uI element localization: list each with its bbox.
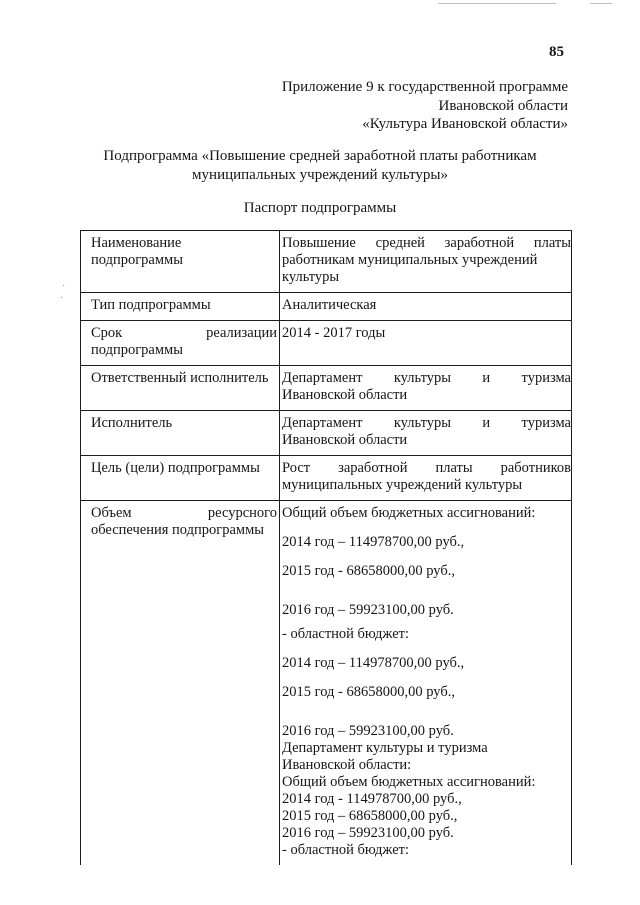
subprogram-title [70,147,570,184]
funding-value [280,501,572,866]
funding-line: 2015 год - 68658000,00 руб., [282,684,455,700]
table-row [81,321,572,366]
margin-mark: · [62,281,66,292]
label-line: подпрограммы [91,342,183,358]
label-line: Цель (цели) подпрограммы [91,460,260,476]
table-row [81,231,572,293]
value-line: Департамент культуры и туризма [282,370,571,386]
row-label [81,501,280,866]
subprogram-title-line: муниципальных учреждений культуры» [192,166,448,183]
value-line: 2014 - 2017 годы [282,325,386,341]
value-line: Ивановской области [282,387,408,403]
label-line: Срок реализации [91,325,277,341]
row-label [81,411,280,456]
value-line: муниципальных учреждений культуры [282,477,523,493]
funding-line: 2016 год – 59923100,00 руб. [282,825,454,841]
funding-line: Ивановской области: [282,757,412,773]
funding-line: Общий объем бюджетных ассигнований: [282,774,536,790]
appendix-line: Приложение 9 к государственной программе [281,79,568,95]
value-line: Ивановской области [282,432,408,448]
label-line: Ответственный исполнитель [91,370,269,386]
value-line: Департамент культуры и туризма [282,415,571,431]
label-line: Наименование [91,235,182,251]
funding-line: 2014 год – 114978700,00 руб., [282,534,465,550]
row-value [280,411,572,456]
funding-line: Департамент культуры и туризма [282,740,488,756]
table-row-funding [81,501,572,866]
row-label [81,231,280,293]
funding-line: - областной бюджет: [282,626,410,642]
row-value [280,321,572,366]
funding-line: 2015 год – 68658000,00 руб., [282,808,458,824]
margin-mark: · [60,293,64,304]
table-row [81,366,572,411]
funding-line: Общий объем бюджетных ассигнований: [282,505,536,521]
row-value [280,366,572,411]
passport-table [80,230,572,865]
value-line: Рост заработной платы работников [282,460,571,476]
funding-line: 2016 год – 59923100,00 руб. [282,602,454,618]
table-row [81,293,572,321]
funding-line: 2016 год – 59923100,00 руб. [282,723,454,739]
subprogram-title-line: Подпрограмма «Повышение средней заработной платы работникам [103,148,537,164]
row-label [81,321,280,366]
table-row [81,456,572,501]
row-value [280,231,572,293]
row-label [81,366,280,411]
row-value [280,293,572,321]
label-line: Тип подпрограммы [91,297,211,313]
value-line: культуры [282,269,340,285]
table-row [81,411,572,456]
appendix-line: Ивановской области [438,97,568,114]
appendix-line: «Культура Ивановской области» [362,116,568,132]
value-line: Повышение средней заработной платы работникам муниципальных учреждений [282,235,571,268]
scan-edge-line [438,3,556,4]
row-value [280,456,572,501]
funding-line: 2015 год - 68658000,00 руб., [282,563,455,579]
row-label [81,293,280,321]
label-line: Объем ресурсного [91,505,277,521]
scan-edge-line [590,3,612,4]
appendix-header [238,78,568,134]
passport-title: Паспорт подпрограммы [243,200,397,216]
page-number: 85 [549,44,564,60]
value-line: Аналитическая [282,297,377,313]
funding-line: - областной бюджет: [282,842,410,858]
label-line: обеспечения подпрограммы [91,522,265,538]
label-line: подпрограммы [91,252,183,268]
label-line: Исполнитель [91,415,173,431]
funding-line: 2014 год – 114978700,00 руб., [282,655,465,671]
funding-line: 2014 год - 114978700,00 руб., [282,791,462,807]
row-label [81,456,280,501]
